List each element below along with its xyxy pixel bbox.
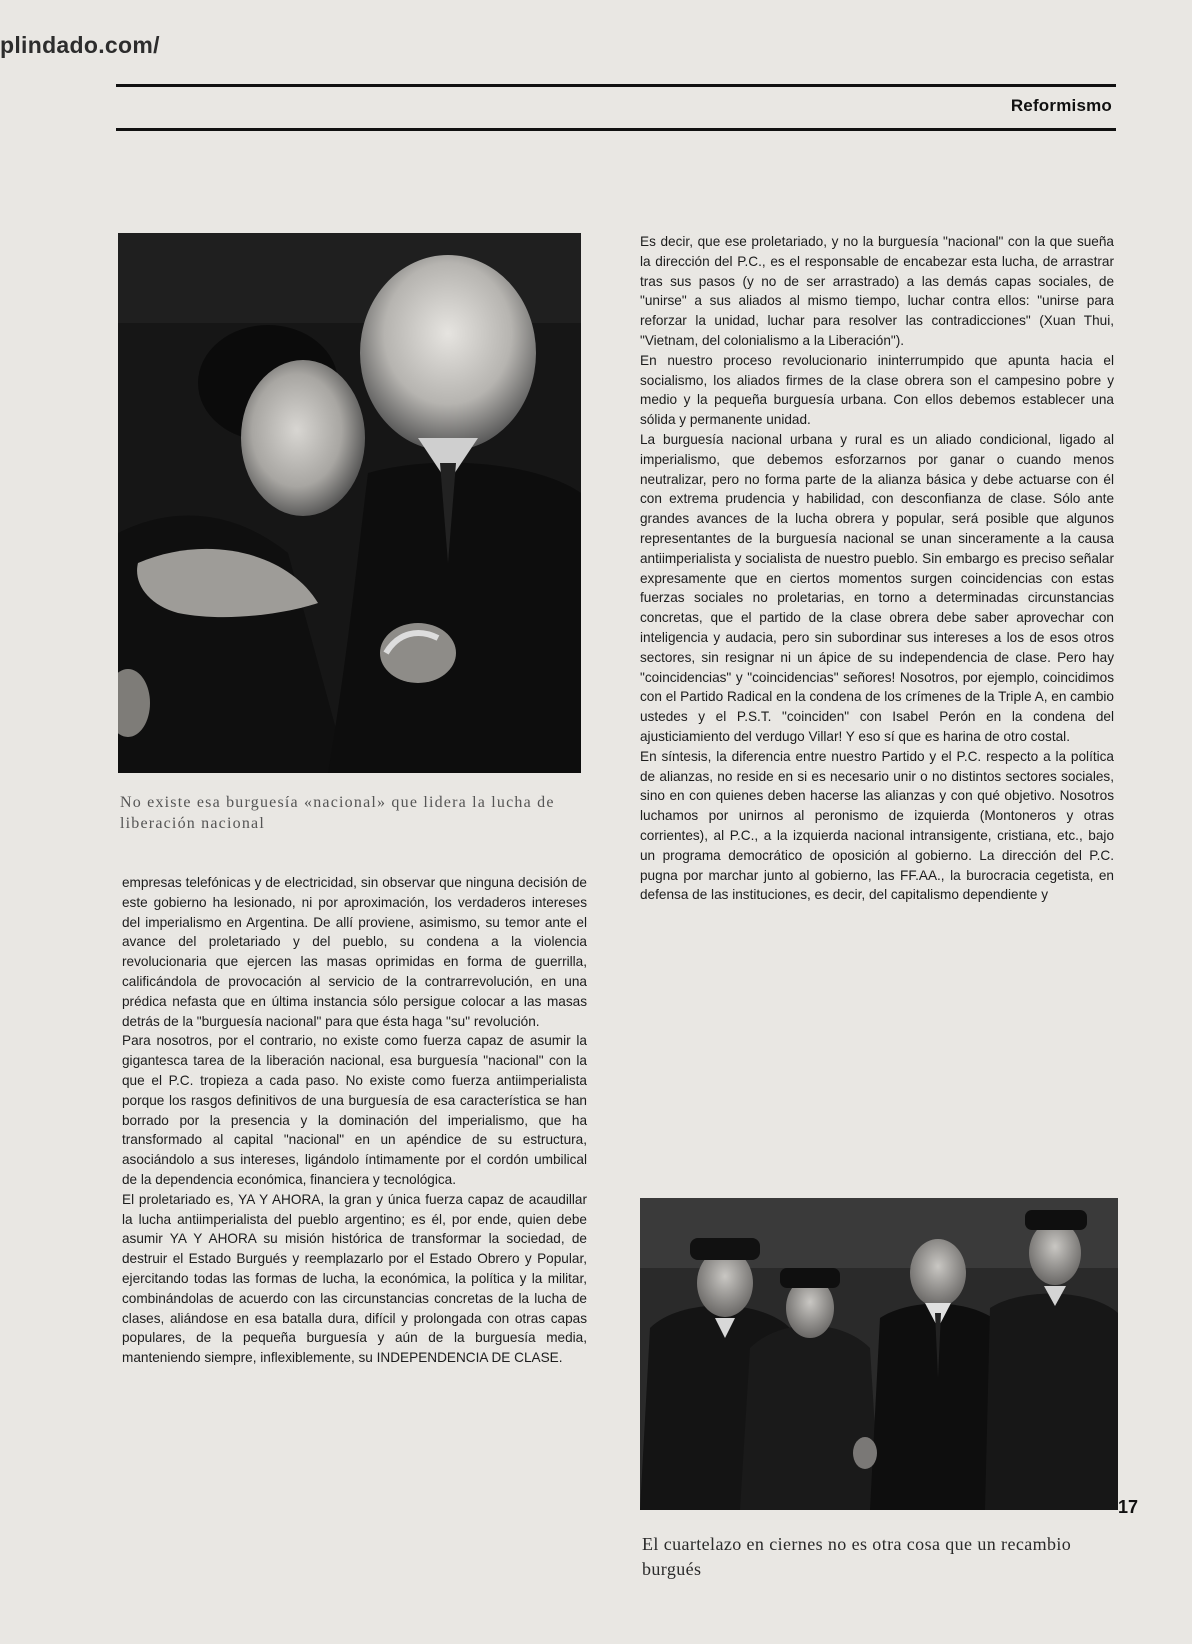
left-paragraph-3: El proletariado es, YA Y AHORA, la gran y única fuerza capaz de acaudillar la lucha antiimperialista del pueblo argentino; es él, por ende, quien debe asumir YA Y AHORA su misión histórica de transformar la sociedad, de destruir el Estado Burgués y reemplazarlo por el Estado Obrero y Popular, ejercitando todas las formas de lucha, la económica, la política y la militar, combinándolas de acuerdo con las circunstancias concretas de la lucha de clases, aliándose en esa batalla dura, difícil y prolongada con otras capas populares, de la pequeña burguesía y aún de la burguesía media, manteniendo siempre, inflexiblemente, su INDEPENDENCIA DE CLASE. [122,1191,587,1366]
embrace-photo-caption: No existe esa burguesía «nacional» que lidera la lucha de liberación nacional [120,794,555,832]
section-title: Reformismo [1010,96,1112,115]
officers-photo [640,1198,1118,1510]
right-paragraph-1: Es decir, que ese proletariado, y no la burguesía "nacional" con la que sueña la dirección del P.C., es el responsable de encabezar esta lucha, de arrastrar tras sus pasos (y no de ser arrastrado) a las demás capas sociales, de "unirse" a sus aliados al mismo tiempo, luchar contra ellos: "unirse para reforzar la unidad, luchar para resolver las contradicciones" (Xuan Thui, "Vietnam, del colonialismo a la Liberación"). [640,234,1114,348]
left-paragraph-1: empresas telefónicas y de electricidad, sin observar que ninguna decisión de este gobierno ha lesionado, ni por aproximación, los verdaderos intereses del imperialismo en Argentina. De allí proviene, asimismo, su temor ante el avance del proletariado y del pueblo, su condena a la violencia revolucionaria que ejercen las masas oprimidas en forma de guerrilla, calificándola de provocación al servicio de la contrarrevolución, en una prédica nefasta que en última instancia sólo persigue colocar a las masas detrás de la "burguesía nacional" para que ésta haga "su" revolución. [122,875,587,1029]
officers-photo-caption: El cuartelazo en ciernes no es otra cosa que un recambio burgués [642,1534,1072,1579]
show-through-ghost-text [630,126,1100,216]
right-paragraph-3: La burguesía nacional urbana y rural es un aliado condicional, ligado al imperialismo, que debemos esforzarnos por ganar o cuando menos neutralizar, pero no forma parte de la alianza básica y debe actuarse con él con extrema prudencia y habilidad, con desconfianza de clase. Sólo ante grandes avances de la lucha obrera y popular, será posible que algunos representantes de la burguesía nacional se unan sinceramente a la causa antiimperialista y socialista de nuestro pueblo. Sin embargo es preciso señalar expresamente que en ciertos momentos surgen coincidencias con estas fuerzas sociales no proletarias, en torno a determinadas circunstancias concretas, que el partido de la clase obrera debe saber aprovechar con inteligencia y audacia, pero sin subordinar sus intereses a los de esos otros sectores, sin resignar ni un ápice de su independencia de clase. Pero hay "coincidencias" y "coincidencias" señores! Nosotros, por ejemplo, coincidimos con el Partido Radical en la condena de los crímenes de la Triple A, en cambio ustedes y el P.S.T. "coinciden" con Isabel Perón en la condena del ajusticiamiento del verdugo Villar! Y eso sí que es harina de otro costal. [640,431,1114,744]
right-column [640,232,1114,905]
page-number: 17 [1118,1497,1139,1517]
right-paragraph-4: En síntesis, la diferencia entre nuestro Partido y el P.C. respecto a la política de alianzas, no reside en si es necesario unir o no distintos sectores sociales, sino en con quienes deben hacerse las alianzas y con qué objetivo. Nosotros luchamos por unirnos al peronismo de izquierda (Montoneros y otras corrientes), al P.C., a la izquierda nacional intransigente, cristiana, etc., bajo un programa democrático de oposición al gobierno. La dirección del P.C. pugna por marchar junto al gobierno, las FF.AA., la burocracia cegetista, en defensa de las instituciones, es decir, del capitalismo dependiente y [640,748,1114,903]
embrace-photo [118,233,581,773]
officers-photo-image [640,1198,1118,1510]
embrace-photo-image [118,233,581,773]
right-paragraph-2: En nuestro proceso revolucionario ininterrumpido que apunta hacia el socialismo, los aliados firmes de la clase obrera son el campesino pobre y medio y la pequeña burguesía urbana. Con ellos debemos establecer una sólida y permanente unidad. [640,352,1114,428]
site-watermark: plindado.com/ [0,32,160,58]
left-column [122,873,587,1368]
header-rule-top [116,84,1116,87]
left-paragraph-2: Para nosotros, por el contrario, no existe como fuerza capaz de asumir la gigantesca tarea de la liberación nacional, esa burguesía "nacional" con la que el P.C. tropieza a cada paso. No existe como fuerza antiimperialista porque los rasgos definitivos de una burguesía de esa característica se han borrado por la presencia y la dominación del imperialismo, que ha transformado al capital "nacional" en un apéndice de su estructura, asociándolo a sus intereses, ligándolo íntimamente por el cordón umbilical de la dependencia económica, financiera y tecnológica. [122,1033,587,1187]
